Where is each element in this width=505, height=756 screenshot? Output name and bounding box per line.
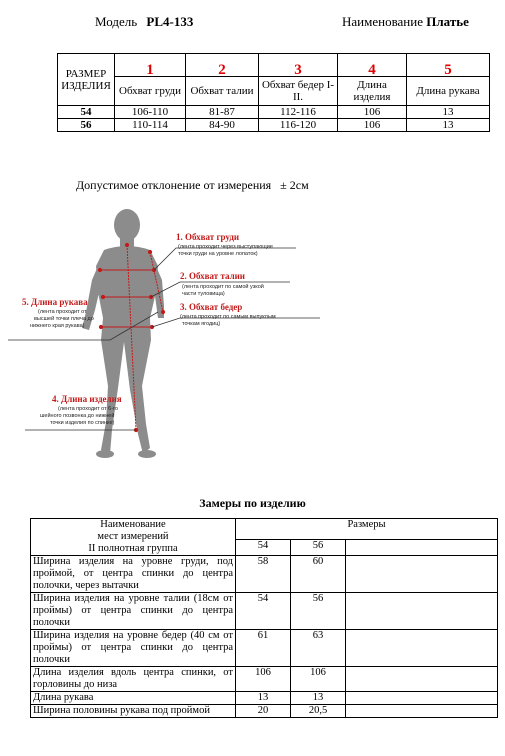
label-length-title: 4. Длина изделия — [52, 394, 122, 404]
col-label-3: Обхват бедер I-II. — [259, 77, 338, 106]
col-num-1: 1 — [115, 54, 186, 77]
model-line — [95, 14, 193, 30]
tolerance-text: Допустимое отклонение от измерения ± 2см — [76, 178, 309, 192]
row-value: 20 — [236, 705, 291, 718]
value-cell: 110-114 — [115, 119, 186, 132]
row-value: 58 — [236, 556, 291, 593]
col-label-1: Обхват груди — [115, 77, 186, 106]
body-measurement-figure — [0, 200, 505, 470]
row-label: Ширина половины рукава под проймой — [31, 705, 236, 718]
label-bust-sub-2: точки груди на уровне лопаток) — [178, 251, 258, 257]
row-label: Ширина изделия на уровне груди, под проймой, от центра спинки до центра полочки, через вытачки — [31, 556, 236, 593]
value-cell: 106 — [338, 106, 407, 119]
col-num-2: 2 — [186, 54, 259, 77]
row-value: 63 — [291, 630, 346, 667]
row-value: 13 — [236, 692, 291, 705]
size-col-56: 56 — [291, 540, 346, 556]
label-waist — [180, 271, 264, 297]
row-value: 56 — [291, 593, 346, 630]
empty-cell — [346, 667, 498, 692]
value-cell: 112-116 — [259, 106, 338, 119]
label-bust-title: 1. Обхват груди — [176, 232, 240, 242]
table-row — [31, 667, 498, 692]
table-row — [31, 705, 498, 718]
table-row — [31, 692, 498, 705]
row-value: 60 — [291, 556, 346, 593]
row-label: Длина рукава — [31, 692, 236, 705]
label-sleeve-sub-2: высшей точки плеча до — [34, 316, 94, 322]
size-header: РАЗМЕР ИЗДЕЛИЯ — [58, 54, 115, 106]
empty-cell — [346, 540, 498, 556]
label-bust-sub-1: (лента проходит через выступающие — [178, 244, 273, 250]
row-value: 20,5 — [291, 705, 346, 718]
row-label: Ширина изделия на уровне талии (18см от проймы) от центра спинки до центра полочки — [31, 593, 236, 630]
label-hips-title: 3. Обхват бедер — [180, 302, 243, 312]
label-sleeve — [22, 297, 94, 329]
empty-cell — [346, 556, 498, 593]
label-hips-sub-2: точкам ягодиц) — [182, 321, 221, 327]
label-waist-title: 2. Обхват талии — [180, 271, 245, 281]
label-waist-sub-1: (лента проходит по самой узкой — [182, 284, 264, 290]
value-cell: 81-87 — [186, 106, 259, 119]
name-value: Платье — [426, 14, 469, 29]
label-length-sub-2: шейного позвонка до нижней — [40, 413, 115, 419]
name-label: Наименование — [342, 14, 423, 29]
col-label-2: Обхват талии — [186, 77, 259, 106]
value-cell: 13 — [407, 119, 490, 132]
label-sleeve-title: 5. Длина рукава — [22, 297, 88, 307]
value-cell: 13 — [407, 106, 490, 119]
empty-cell — [346, 630, 498, 667]
table-row — [58, 119, 490, 132]
table-row — [58, 106, 490, 119]
col-num-3: 3 — [259, 54, 338, 77]
measures-name-header: Наименование мест измерений II полнотная группа — [31, 519, 236, 556]
row-label: Ширина изделия на уровне бедер (40 см от проймы) от центра спинки до центра полочки — [31, 630, 236, 667]
value-cell: 116-120 — [259, 119, 338, 132]
label-hips — [180, 302, 276, 327]
label-sleeve-sub-3: нижнего края рукава) — [30, 323, 85, 329]
name-line — [342, 14, 469, 30]
table-row — [31, 630, 498, 667]
col-label-5: Длина рукава — [407, 77, 490, 106]
size-table — [57, 53, 490, 132]
measures-sizes-header: Размеры — [236, 519, 498, 540]
size-cell: 54 — [58, 106, 115, 119]
size-cell: 56 — [58, 119, 115, 132]
value-cell: 106 — [338, 119, 407, 132]
empty-cell — [346, 593, 498, 630]
label-length-sub-1: (лента проходит от 6-го — [58, 406, 118, 412]
size-col-54: 54 — [236, 540, 291, 556]
label-sleeve-sub-1: (лента проходит от — [38, 309, 87, 315]
label-length-sub-3: точки изделия по спинке) — [50, 420, 115, 426]
model-value: PL4-133 — [146, 14, 194, 29]
value-cell: 84-90 — [186, 119, 259, 132]
col-num-4: 4 — [338, 54, 407, 77]
value-cell: 106-110 — [115, 106, 186, 119]
label-bust — [176, 232, 273, 257]
label-hips-sub-1: (лента проходит по самым выпуклым — [180, 314, 276, 320]
col-label-4: Длина изделия — [338, 77, 407, 106]
empty-cell — [346, 692, 498, 705]
empty-cell — [346, 705, 498, 718]
row-value: 106 — [291, 667, 346, 692]
row-value: 106 — [236, 667, 291, 692]
measures-title: Замеры по изделию — [199, 496, 306, 510]
table-row — [31, 593, 498, 630]
table-row — [31, 556, 498, 593]
row-value: 54 — [236, 593, 291, 630]
row-value: 61 — [236, 630, 291, 667]
label-waist-sub-2: части туловища) — [182, 291, 225, 297]
col-num-5: 5 — [407, 54, 490, 77]
row-value: 13 — [291, 692, 346, 705]
label-length — [40, 394, 122, 426]
row-label: Длина изделия вдоль центра спинки, от горловины до низа — [31, 667, 236, 692]
model-label: Модель — [95, 14, 138, 29]
measures-table — [30, 518, 498, 718]
